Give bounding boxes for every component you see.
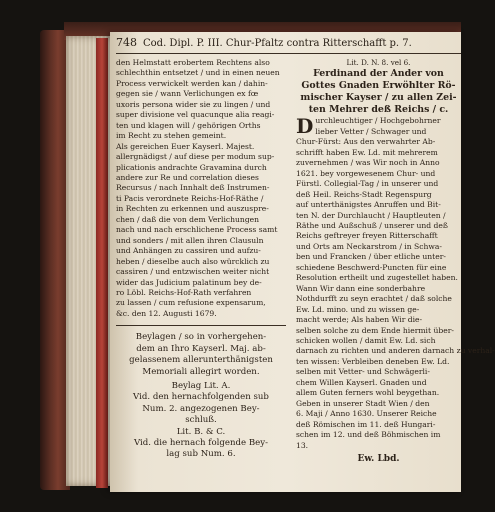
vid-reference-2 xyxy=(116,438,286,461)
text-line: Geben in unserer Stadt Wien / den xyxy=(296,398,430,408)
right-column xyxy=(296,58,495,464)
text-line: uxoris persona wider sie zu lingen / und xyxy=(116,99,271,109)
text-line: Als gereichen Euer Kayserl. Majest. xyxy=(116,141,255,151)
beylag-label: Beylag Lit. A. xyxy=(171,380,231,391)
page-number: 748 xyxy=(116,36,137,49)
text-line: wider das Judicium palatinum bey de- xyxy=(116,277,262,287)
text-line: Reichs geftreyer freyen Ritterschafft xyxy=(296,231,438,241)
text-line: im Recht zu stehen gemeint. xyxy=(116,131,227,141)
text-line: Num. 2. angezogenen Bey- xyxy=(142,403,260,414)
text-line: allem Guten ferners wohl beygethan. xyxy=(296,388,440,398)
text-line: ten N. der Durchlaucht / Hauptleuten / xyxy=(296,210,446,220)
text-line: auf unterthänigstes Anruffen und Bit- xyxy=(296,200,441,210)
text-line: Chur-Fürst: Aus den verwahrter Ab- xyxy=(296,137,436,147)
text-line: in Rechten zu erkennen und auszuspre- xyxy=(116,204,269,214)
text-line: mischer Kayser / zu allen Zei- xyxy=(300,92,457,104)
text-line: dem an Ihro Kayserl. Maj. ab- xyxy=(136,343,266,354)
text-line: gegen sie / wann Verlichungen ex fœ xyxy=(116,89,259,99)
text-line: 1621. bey vorgewesenem Chur- und xyxy=(296,168,436,178)
text-line: darnach zu richten und anderen darnach zu verhal- xyxy=(296,346,495,356)
letter-body xyxy=(296,114,495,451)
text-line: super divisione vel quacunque alia reagi- xyxy=(116,110,275,120)
text-line: und Anhängen zu cassiren und aufzu- xyxy=(116,246,261,256)
text-line: macht werde; Als haben Wir die- xyxy=(296,315,423,325)
section-divider xyxy=(116,325,286,326)
text-line: ten wissen: Verbleiben deneben Ew. Ld. xyxy=(296,356,450,366)
drop-cap: D xyxy=(296,114,314,139)
text-line: Wann Wir dann eine sonderbahre xyxy=(296,283,426,293)
text-line: Gottes Gnaden Erwöhlter Rö- xyxy=(301,80,456,92)
text-line: schicken wollen / damit Ew. Ld. sich xyxy=(296,335,436,345)
appendix-heading xyxy=(116,332,286,378)
text-line: schlechthin entsetzet / und in einen neuen xyxy=(116,68,280,78)
text-line: Fürstl. Collegial-Tag / in unserer und xyxy=(296,179,439,189)
left-body-text xyxy=(116,58,286,319)
text-line: Memoriali allegirt worden. xyxy=(142,366,260,377)
text-line: deß Römischen im 11. deß Hungari- xyxy=(296,419,436,429)
text-line: schluß. xyxy=(185,415,217,426)
text-line: &c. den 12. Augusti 1679. xyxy=(116,308,217,318)
text-line: lieber Vetter / Schwager und xyxy=(315,126,427,136)
text-line: ben und Francken / über etliche unter- xyxy=(296,252,446,262)
text-line: schrifft haben Ew. Ld. mit mehrerem xyxy=(296,147,438,157)
text-line: andere zur Re und correlation dieses xyxy=(116,172,259,182)
text-line: zuvernehmen / was Wir noch in Anno xyxy=(296,158,440,168)
left-column xyxy=(116,58,286,461)
header-rule xyxy=(116,53,461,54)
book xyxy=(40,22,495,502)
text-line: 6. Maji / Anno 1630. Unserer Reiche xyxy=(296,409,437,419)
text-line: ti Pacis verordnete Reichs-Hof-Räthe / xyxy=(116,193,264,203)
text-line: ten und klagen will / gehörigen Orths xyxy=(116,120,261,130)
vid-reference-1 xyxy=(116,392,286,426)
text-line: Recursus / nach Innhalt deß Instrumen- xyxy=(116,183,270,193)
text-line: den Helmstatt erobertem Rechtens also xyxy=(116,58,270,67)
text-line: lag sub Num. 6. xyxy=(166,449,236,460)
text-line: plicationis andrachte Gravamina durch xyxy=(116,162,267,172)
text-line: selben solche zu dem Ende hiermit über- xyxy=(296,325,454,335)
signature: Ew. Lbd. xyxy=(357,453,400,464)
text-line: Process verwickelt werden kan / dahin- xyxy=(116,78,268,88)
text-line: deß Heil. Reichs-Stadt Regenspurg xyxy=(296,189,432,199)
page xyxy=(110,32,495,492)
text-line: 13. xyxy=(296,440,309,450)
document-reference: Lit. D. N. 8. vel 6. xyxy=(346,58,411,67)
text-line: gelassenem allerunterthänigsten xyxy=(129,355,273,366)
text-line: Resolution ertheilt und zugestellet haben. xyxy=(296,273,458,283)
text-line: schiedene Beschwerd-Puncten für eine xyxy=(296,262,447,272)
text-line: chem Willen Kayserl. Gnaden und xyxy=(296,377,427,387)
text-line: Vid. den hernachfolgenden sub xyxy=(133,392,269,403)
text-line: selben mit Vetter- und Schwägerli- xyxy=(296,367,430,377)
document-title xyxy=(296,68,461,116)
text-line: Vid. die hernach folgende Bey- xyxy=(133,437,268,448)
text-line: heben / dieselbe auch also würcklich zu xyxy=(116,256,270,266)
text-line: und sonders / mit allen ihren Clausuln xyxy=(116,235,264,245)
text-line: Räthe und Außschuß / unserer und deß xyxy=(296,220,448,230)
text-line: allergnädigst / auf diese per modum sup- xyxy=(116,152,275,162)
text-line: Ferdinand der Ander von xyxy=(313,68,444,80)
text-line: Nothdurfft zu seyn erachtet / daß solche xyxy=(296,294,452,304)
text-line: Ew. Ld. mino. und zu wissen ge- xyxy=(296,304,420,314)
text-line: und Orts am Neckarstrom / in Schwa- xyxy=(296,241,442,251)
running-title: Cod. Dipl. P. III. Chur-Pfaltz contra Ritterschafft p. 7. xyxy=(143,38,412,49)
text-line: zu lassen / cum refusione expensarum, xyxy=(116,298,266,308)
text-line: nach und nach erschlichene Process samt xyxy=(116,225,278,235)
text-line: schen im 12. und deß Böhmischen im xyxy=(296,430,441,440)
text-line: ro Löbl. Reichs-Hof-Rath verfahren xyxy=(116,287,252,297)
bookmark-ribbon xyxy=(96,38,108,488)
lit-reference: Lit. B. & C. xyxy=(176,426,226,437)
text-line: ten Mehrer deß Reichs / c. xyxy=(308,104,449,116)
text-line: cassiren / und entzwischen weiter nicht xyxy=(116,267,270,277)
text-line: urchleuchtiger / Hochgebohrner xyxy=(315,116,441,126)
text-line: Beylagen / so in vorhergehen- xyxy=(135,332,267,343)
page-header xyxy=(116,36,461,52)
text-line: chen / daß die von dem Verlichungen xyxy=(116,214,260,224)
